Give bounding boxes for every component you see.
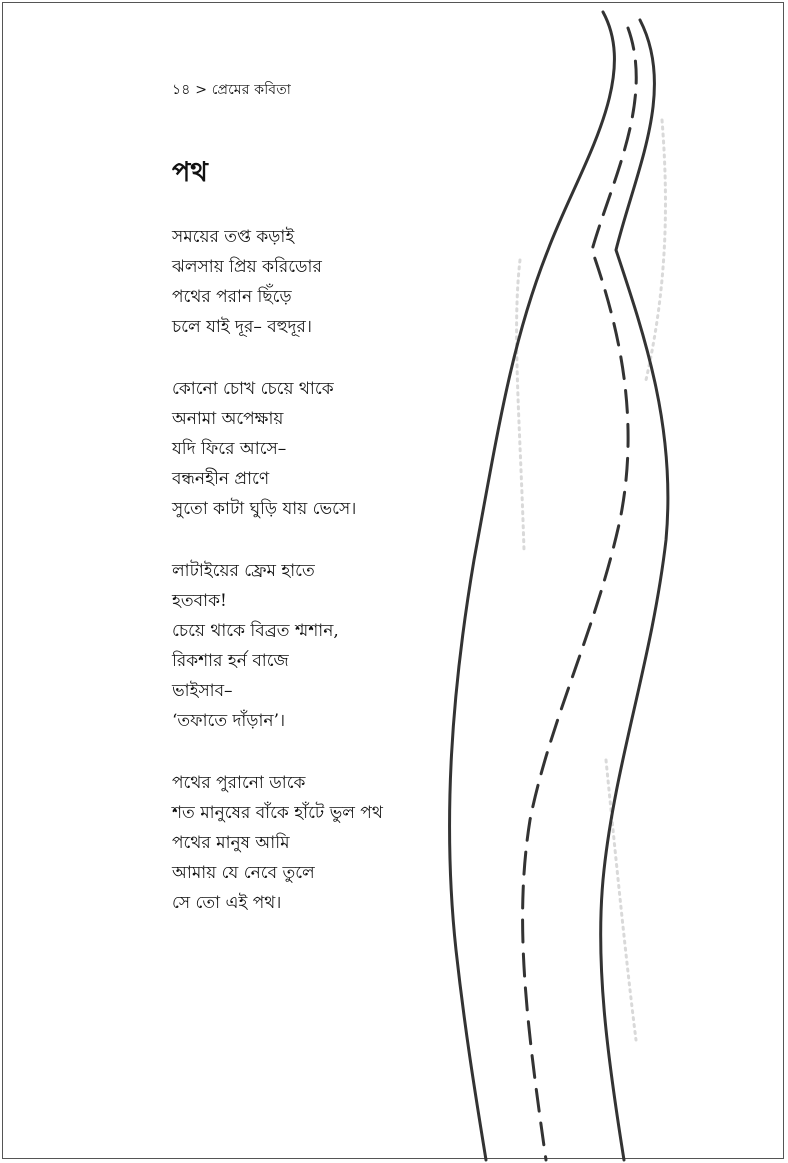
poem-line: লাটাইয়ের ফ্রেম হাতে: [172, 561, 315, 581]
poem-line: পথের পুরানো ডাকে: [172, 773, 306, 793]
poem-title: পথ: [172, 157, 208, 188]
poem-line: অনামা অপেক্ষায়: [172, 409, 284, 429]
poem-body: [172, 222, 502, 950]
poem-line: আমায় যে নেবে তুলে: [172, 863, 315, 883]
poem-line: পথের মানুষ আমি: [172, 833, 290, 853]
stanza-2: [172, 374, 502, 524]
poem-line: কোনো চোখ চেয়ে থাকে: [172, 379, 334, 399]
stanza-4: [172, 768, 502, 918]
poem-line: সুতো কাটা ঘুড়ি যায় ভেসে।: [172, 499, 357, 519]
poem-line: সময়ের তপ্ত কড়াই: [172, 227, 295, 247]
poem-line: যদি ফিরে আসে–: [172, 439, 287, 459]
stanza-1: [172, 222, 502, 342]
running-head: ১৪ > প্রেমের কবিতা: [172, 82, 292, 98]
poem-line: শত মানুষের বাঁকে হাঁটে ভুল পথ: [172, 803, 383, 823]
poem-line: সে তো এই পথ।: [172, 893, 282, 913]
poem-line: বন্ধনহীন প্রাণে: [172, 469, 270, 489]
poem-line: ঝলসায় প্রিয় করিডোর: [172, 257, 322, 277]
poem-line: ‘তফাতে দাঁড়ান’।: [172, 711, 286, 731]
poem-line: ভাইসাব–: [172, 681, 233, 701]
poem-line: পথের পরান ছিঁড়ে: [172, 287, 292, 307]
poem-line: চেয়ে থাকে বিব্রত শ্মশান,: [172, 621, 339, 641]
stanza-3: [172, 556, 502, 736]
poem-line: হতবাক!: [172, 591, 227, 611]
poem-line: রিকশার হর্ন বাজে: [172, 651, 289, 671]
poem-line: চলে যাই দূর– বহুদূর।: [172, 317, 312, 337]
